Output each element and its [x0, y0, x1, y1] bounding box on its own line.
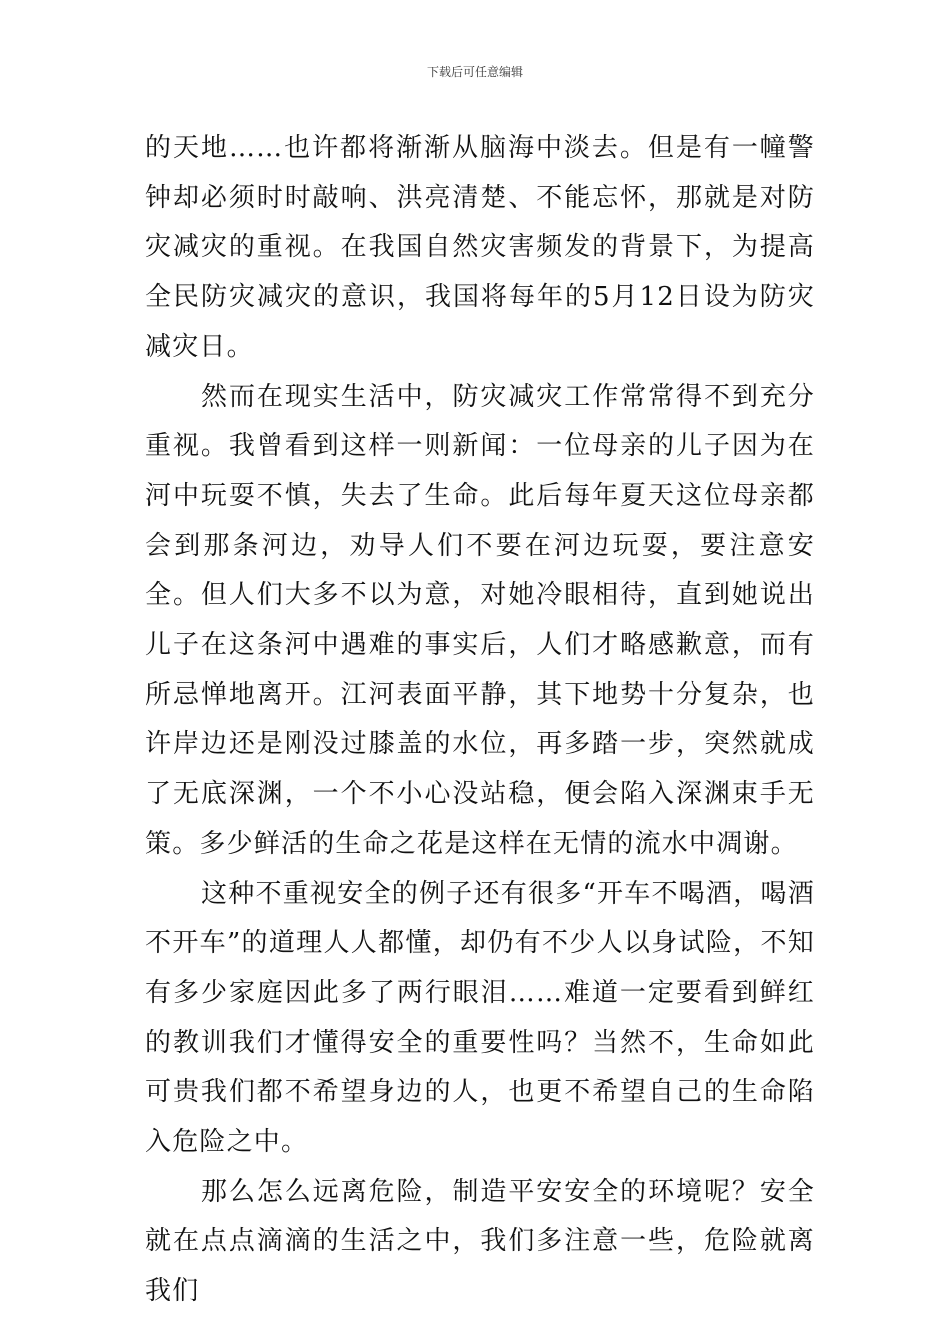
paragraph-4: 那么怎么远离危险，制造平安安全的环境呢？安全就在点点滴滴的生活之中，我们多注意一些，危险就离我们	[145, 1176, 815, 1307]
paragraph-1: 的天地……也许都将渐渐从脑海中淡去。但是有一幢警钟却必须时时敲响、洪亮清楚、不能忘怀，那就是对防灾减灾的重视。在我国自然灾害频发的背景下，为提高全民防灾减灾的意识，我国将每年的5月12日设为防灾减灾日。	[145, 133, 815, 362]
paragraph-2: 然而在现实生活中，防灾减灾工作常常得不到充分重视。我曾看到这样一则新闻：一位母亲的儿子因为在河中玩耍不慎，失去了生命。此后每年夏天这位母亲都会到那条河边，劝导人们不要在河边玩耍，要注意安全。但人们大多不以为意，对她冷眼相待，直到她说出儿子在这条河中遇难的事实后，人们才略感歉意，而有所忌惮地离开。江河表面平静，其下地势十分复杂，也许岸边还是刚没过膝盖的水位，再多踏一步，突然就成了无底深渊，一个不小心没站稳，便会陷入深渊束手无策。多少鲜活的生命之花是这样在无情的流水中凋谢。	[145, 381, 815, 859]
document-body	[145, 124, 815, 1317]
paragraph-3: 这种不重视安全的例子还有很多“开车不喝酒，喝酒不开车”的道理人人都懂，却仍有不少人以身试险，不知有多少家庭因此多了两行眼泪……难道一定要看到鲜红的教训我们才懂得安全的重要性吗？当然不，生命如此可贵我们都不希望身边的人，也更不希望自己的生命陷入危险之中。	[145, 878, 815, 1158]
page-header-note: 下载后可任意编辑	[426, 65, 523, 79]
